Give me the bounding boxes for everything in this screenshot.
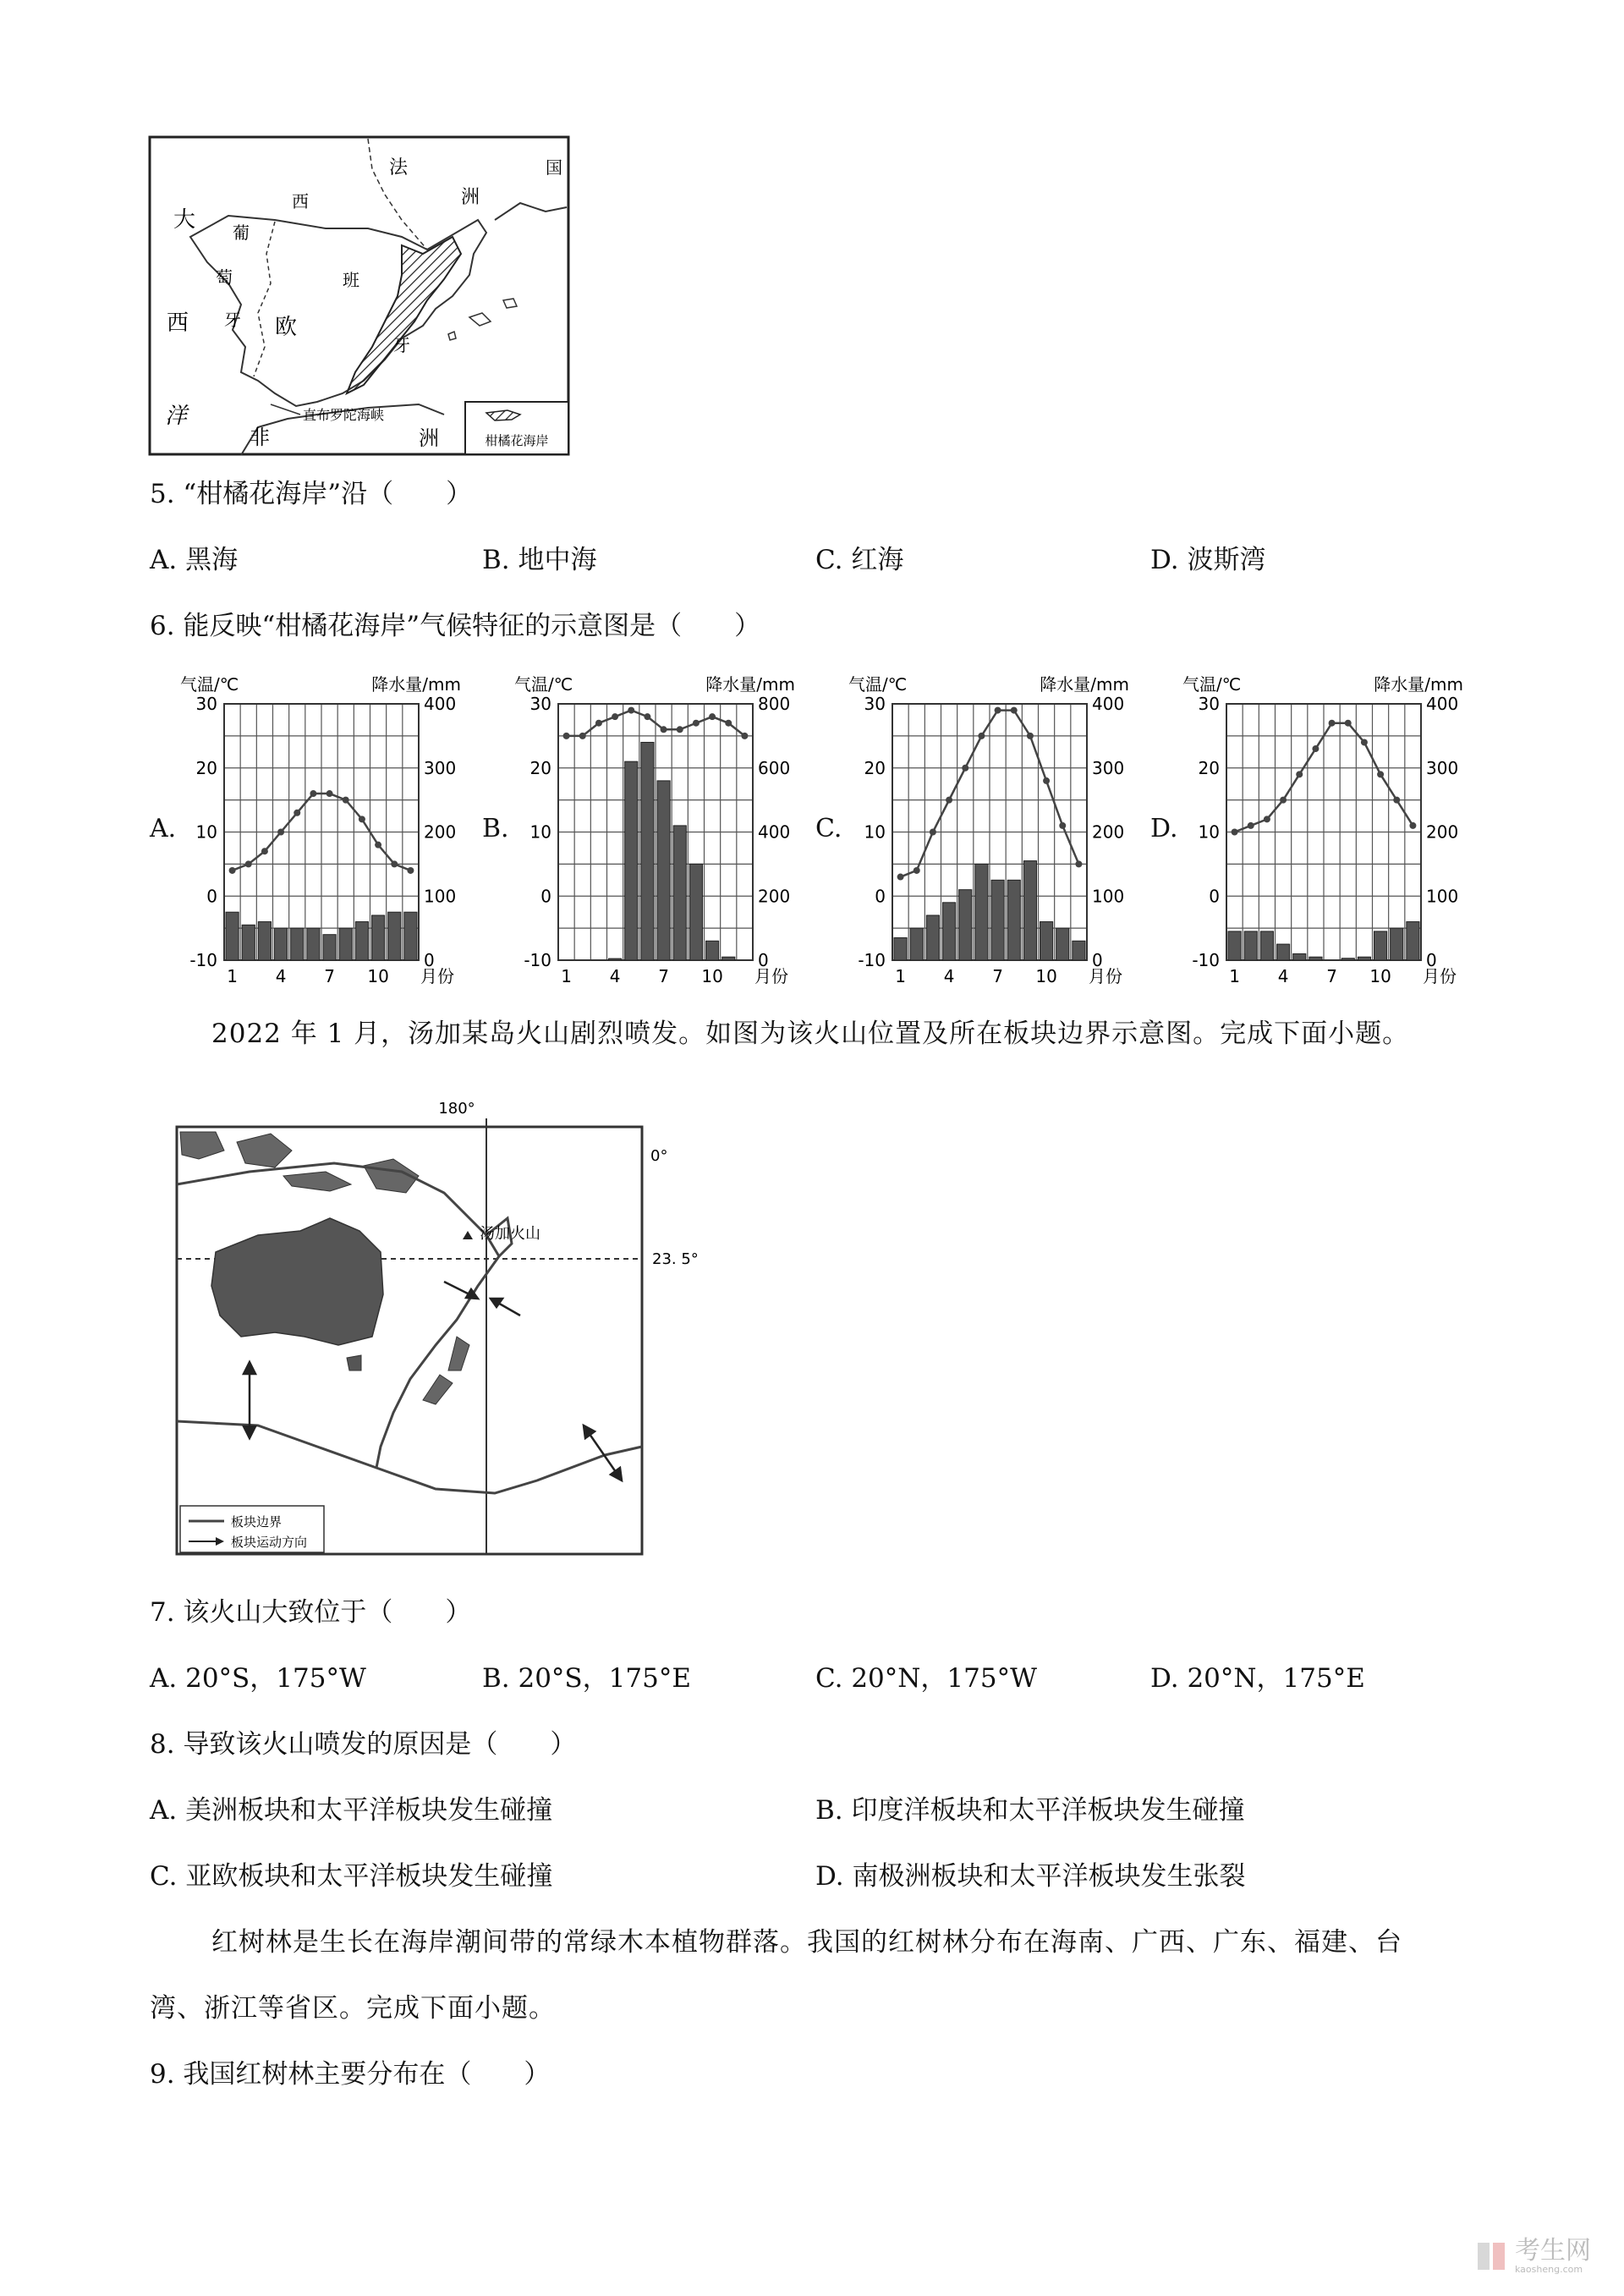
- q5-option-b[interactable]: B. 地中海: [482, 545, 597, 575]
- watermark-text: 考生网: [1515, 2236, 1591, 2266]
- tropic-label: 23. 5°: [652, 1250, 699, 1268]
- temperature-point: [343, 797, 349, 804]
- temperature-point: [995, 707, 1001, 714]
- x-tick-label: 7: [992, 966, 1003, 986]
- y-right-tick-label: 200: [1426, 821, 1459, 843]
- question-8-stem: 8. 导致该火山喷发的原因是（ ）: [150, 1729, 577, 1760]
- precipitation-bar: [372, 915, 385, 960]
- map-label: 西: [292, 191, 309, 211]
- temperature-point: [1296, 771, 1303, 777]
- precipitation-bar: [307, 928, 320, 960]
- temperature-point: [644, 713, 650, 720]
- y-left-tick-label: 20: [195, 757, 217, 778]
- x-tick-label: 7: [1326, 966, 1337, 986]
- temperature-point: [1409, 822, 1416, 829]
- precipitation-bar: [673, 826, 686, 960]
- map-label: 洋: [165, 404, 188, 429]
- x-unit-label: 月份: [420, 966, 454, 986]
- y-left-tick-label: 0: [206, 886, 217, 907]
- x-tick-label: 10: [1035, 966, 1057, 986]
- temperature-point: [978, 733, 985, 739]
- x-tick-label: 1: [561, 966, 572, 986]
- temperature-point: [628, 707, 634, 714]
- temperature-point: [661, 726, 667, 733]
- longitude-label: 180°: [438, 1100, 475, 1118]
- precipitation-bar: [959, 890, 972, 960]
- x-tick-label: 7: [324, 966, 335, 986]
- precipitation-bar: [226, 912, 239, 960]
- temperature-point: [693, 720, 700, 727]
- q5-option-d[interactable]: D. 波斯湾: [1150, 545, 1266, 575]
- y-right-tick-label: 100: [1092, 886, 1125, 907]
- precipitation-bar: [291, 928, 304, 960]
- y-left-tick-label: 10: [1198, 821, 1220, 843]
- q5-option-c[interactable]: C. 红海: [815, 545, 904, 575]
- y-left-tick-label: 10: [864, 821, 886, 843]
- temperature-point: [277, 829, 284, 836]
- x-tick-label: 4: [275, 966, 287, 986]
- temperature-point: [1232, 829, 1238, 836]
- temperature-point: [326, 790, 333, 797]
- y-left-tick-label: 30: [1198, 694, 1220, 714]
- precipitation-bar: [1056, 928, 1069, 960]
- volcano-label: 汤加火山: [480, 1225, 540, 1243]
- precipitation-bar: [926, 915, 939, 960]
- y-left-tick-label: -10: [1192, 950, 1220, 970]
- temperature-point: [1075, 860, 1082, 867]
- precipitation-bar: [625, 761, 638, 960]
- y-left-axis-label: 气温/℃: [514, 674, 573, 695]
- map-label: 洲: [461, 187, 480, 208]
- temperature-point: [229, 867, 236, 874]
- y-right-tick-label: 800: [758, 694, 791, 714]
- chart-c-letter[interactable]: C.: [815, 814, 842, 843]
- x-tick-label: 10: [1369, 966, 1391, 986]
- q5-option-a[interactable]: A. 黑海: [150, 545, 239, 575]
- temperature-point: [1361, 739, 1368, 745]
- precipitation-bar: [975, 864, 988, 960]
- temperature-point: [1059, 822, 1066, 829]
- y-left-axis-label: 气温/℃: [1182, 674, 1242, 695]
- q7-option-a[interactable]: A. 20°S，175°W: [150, 1663, 366, 1694]
- question-7-stem: 7. 该火山大致位于（ ）: [150, 1597, 472, 1628]
- precipitation-bar: [943, 903, 956, 960]
- chart-b-letter[interactable]: B.: [482, 814, 509, 843]
- precipitation-bar: [1023, 861, 1036, 960]
- precipitation-bar: [991, 880, 1004, 960]
- temperature-point: [962, 765, 968, 772]
- map-label: 非: [250, 426, 270, 449]
- temperature-point: [897, 874, 904, 881]
- y-left-tick-label: 20: [864, 757, 886, 778]
- y-right-tick-label: 0: [1426, 950, 1437, 970]
- temperature-point: [1043, 777, 1050, 784]
- temperature-point: [930, 829, 936, 836]
- temperature-point: [1393, 797, 1400, 804]
- y-right-tick-label: 100: [424, 886, 457, 907]
- question-6-stem: 6. 能反映“柑橘花海岸”气候特征的示意图是（ ）: [150, 611, 761, 641]
- y-right-axis-label: 降水量/mm: [1374, 674, 1463, 695]
- temperature-point: [407, 867, 414, 874]
- y-right-tick-label: 200: [424, 821, 457, 843]
- y-right-tick-label: 0: [758, 950, 769, 970]
- temperature-point: [677, 726, 683, 733]
- temperature-point: [709, 713, 716, 720]
- temperature-point: [1027, 733, 1034, 739]
- x-tick-label: 4: [943, 966, 955, 986]
- chart-a-letter[interactable]: A.: [150, 814, 177, 843]
- y-right-tick-label: 0: [424, 950, 435, 970]
- precipitation-bar: [1228, 931, 1241, 960]
- x-tick-label: 4: [1277, 966, 1289, 986]
- y-left-tick-label: -10: [189, 950, 217, 970]
- y-right-tick-label: 400: [424, 694, 457, 714]
- legend-boundary-label: 板块边界: [231, 1514, 283, 1530]
- question-9-stem: 9. 我国红树林主要分布在（ ）: [150, 2059, 551, 2090]
- map-label: 班: [343, 270, 359, 290]
- precipitation-bar: [1374, 931, 1387, 960]
- y-left-axis-label: 气温/℃: [180, 674, 239, 695]
- precipitation-bar: [258, 922, 271, 960]
- y-right-axis-label: 降水量/mm: [371, 674, 461, 695]
- q8-option-d[interactable]: D. 南极洲板块和太平洋板块发生张裂: [815, 1861, 1246, 1892]
- question-5-stem: 5. “柑橘花海岸”沿（ ）: [150, 479, 473, 509]
- temperature-point: [595, 720, 602, 727]
- x-tick-label: 1: [227, 966, 238, 986]
- strait-label: 直布罗陀海峡: [303, 407, 385, 423]
- y-right-tick-label: 0: [1092, 950, 1103, 970]
- precipitation-bar: [388, 912, 401, 960]
- precipitation-bar: [1341, 958, 1354, 960]
- temperature-point: [310, 790, 316, 797]
- temperature-point: [294, 810, 300, 816]
- precipitation-bar: [910, 928, 923, 960]
- precipitation-bar: [1309, 957, 1322, 960]
- precipitation-bar: [1407, 922, 1419, 960]
- intro-paragraph-3-line2: 湾、浙江等省区。完成下面小题。: [150, 1993, 556, 2024]
- precipitation-bar: [1040, 922, 1053, 960]
- precipitation-bar: [641, 742, 654, 960]
- temperature-point: [245, 860, 252, 867]
- tonga-map: [165, 1091, 699, 1565]
- temperature-point: [914, 867, 920, 874]
- precipitation-bar: [1244, 931, 1257, 960]
- precipitation-bar: [1260, 931, 1273, 960]
- y-left-tick-label: 10: [195, 821, 217, 843]
- y-right-axis-label: 降水量/mm: [705, 674, 795, 695]
- y-right-tick-label: 300: [1092, 757, 1125, 778]
- climate-chart-b: [508, 668, 799, 994]
- map-label: 萄: [216, 267, 233, 288]
- precipitation-bar: [1277, 944, 1290, 960]
- temperature-point: [1377, 771, 1384, 777]
- y-left-tick-label: 0: [875, 886, 886, 907]
- intro-paragraph-2: 2022 年 1 月，汤加某岛火山剧烈喷发。如图为该火山位置及所在板块边界示意图。完成下面小题。: [211, 1019, 1410, 1049]
- precipitation-bar: [1293, 953, 1306, 960]
- y-left-tick-label: 30: [195, 694, 217, 714]
- q8-option-a[interactable]: A. 美洲板块和太平洋板块发生碰撞: [150, 1795, 553, 1826]
- precipitation-bar: [404, 912, 417, 960]
- y-left-tick-label: 10: [529, 821, 551, 843]
- x-unit-label: 月份: [1089, 966, 1122, 986]
- temperature-point: [612, 713, 618, 720]
- y-left-tick-label: -10: [858, 950, 886, 970]
- y-right-tick-label: 300: [424, 757, 457, 778]
- precipitation-bar: [894, 937, 907, 960]
- temperature-point: [359, 816, 365, 822]
- precipitation-bar: [1391, 928, 1403, 960]
- temperature-point: [725, 720, 732, 727]
- x-tick-label: 10: [701, 966, 723, 986]
- x-tick-label: 1: [895, 966, 906, 986]
- temperature-point: [1345, 720, 1352, 727]
- precipitation-bar: [609, 958, 622, 960]
- legend-motion-label: 板块运动方向: [231, 1535, 308, 1550]
- precipitation-bar: [339, 928, 352, 960]
- y-left-tick-label: 20: [529, 757, 551, 778]
- watermark-sub: kaosheng.com: [1515, 2264, 1583, 2275]
- precipitation-bar: [1073, 941, 1085, 960]
- map-label: 牙: [224, 310, 241, 330]
- temperature-point: [1312, 745, 1319, 752]
- y-right-tick-label: 400: [758, 821, 791, 843]
- precipitation-bar: [657, 781, 670, 960]
- temperature-point: [946, 797, 952, 804]
- y-left-tick-label: -10: [524, 950, 551, 970]
- precipitation-bar: [706, 941, 719, 960]
- iberia-map: [148, 135, 571, 457]
- watermark-logo-icon: [1476, 2241, 1506, 2271]
- y-left-tick-label: 0: [540, 886, 551, 907]
- climate-chart-c: [842, 668, 1133, 994]
- y-left-axis-label: 气温/℃: [848, 674, 908, 695]
- map-label: 法: [389, 157, 409, 179]
- temperature-point: [1280, 797, 1287, 804]
- precipitation-bar: [1358, 957, 1370, 960]
- x-unit-label: 月份: [1423, 966, 1457, 986]
- x-unit-label: 月份: [754, 966, 788, 986]
- temperature-point: [1248, 822, 1254, 829]
- climate-chart-d: [1176, 668, 1468, 994]
- map-label: 葡: [233, 222, 250, 243]
- y-left-tick-label: 0: [1209, 886, 1220, 907]
- map-label: 国: [546, 157, 562, 178]
- precipitation-bar: [355, 922, 368, 960]
- temperature-point: [391, 860, 398, 867]
- legend-label: 柑橘花海岸: [485, 433, 549, 448]
- precipitation-bar: [722, 957, 735, 960]
- chart-d-letter[interactable]: D.: [1150, 814, 1178, 843]
- equator-label: 0°: [650, 1147, 668, 1165]
- y-left-tick-label: 30: [529, 694, 551, 714]
- map-label: 大: [173, 207, 196, 233]
- precipitation-bar: [1007, 880, 1020, 960]
- q7-option-c[interactable]: C. 20°N，175°W: [815, 1663, 1037, 1694]
- map-label: 牙: [393, 335, 410, 355]
- y-right-tick-label: 600: [758, 757, 791, 778]
- y-right-tick-label: 200: [758, 886, 791, 907]
- temperature-point: [1329, 720, 1336, 727]
- y-right-axis-label: 降水量/mm: [1040, 674, 1129, 695]
- temperature-point: [563, 733, 570, 739]
- temperature-point: [375, 842, 381, 849]
- precipitation-bar: [689, 864, 702, 960]
- watermark: [1476, 2238, 1591, 2275]
- q7-option-d[interactable]: D. 20°N，175°E: [1150, 1663, 1365, 1694]
- temperature-point: [1011, 707, 1018, 714]
- temperature-point: [1264, 816, 1270, 822]
- map-label: 西: [167, 310, 189, 336]
- temperature-point: [579, 733, 586, 739]
- y-right-tick-label: 400: [1426, 694, 1459, 714]
- q8-option-b[interactable]: B. 印度洋板块和太平洋板块发生碰撞: [815, 1795, 1245, 1826]
- x-tick-label: 10: [367, 966, 389, 986]
- intro-paragraph-3-line1: 红树林是生长在海岸潮间带的常绿木本植物群落。我国的红树林分布在海南、广西、广东、福建、台: [211, 1927, 1402, 1958]
- y-right-tick-label: 200: [1092, 821, 1125, 843]
- climate-chart-a: [173, 668, 465, 994]
- map-label: 洲: [419, 426, 439, 450]
- x-tick-label: 4: [609, 966, 621, 986]
- precipitation-bar: [323, 935, 336, 960]
- q7-option-b[interactable]: B. 20°S，175°E: [482, 1663, 691, 1694]
- y-right-tick-label: 400: [1092, 694, 1125, 714]
- y-right-tick-label: 100: [1426, 886, 1459, 907]
- y-right-tick-label: 300: [1426, 757, 1459, 778]
- precipitation-bar: [242, 925, 255, 960]
- precipitation-bar: [275, 928, 288, 960]
- y-left-tick-label: 20: [1198, 757, 1220, 778]
- x-tick-label: 1: [1229, 966, 1240, 986]
- temperature-point: [261, 848, 268, 854]
- map-label: 欧: [275, 315, 298, 340]
- y-left-tick-label: 30: [864, 694, 886, 714]
- temperature-point: [741, 733, 748, 739]
- q8-option-c[interactable]: C. 亚欧板块和太平洋板块发生碰撞: [150, 1861, 553, 1892]
- x-tick-label: 7: [658, 966, 669, 986]
